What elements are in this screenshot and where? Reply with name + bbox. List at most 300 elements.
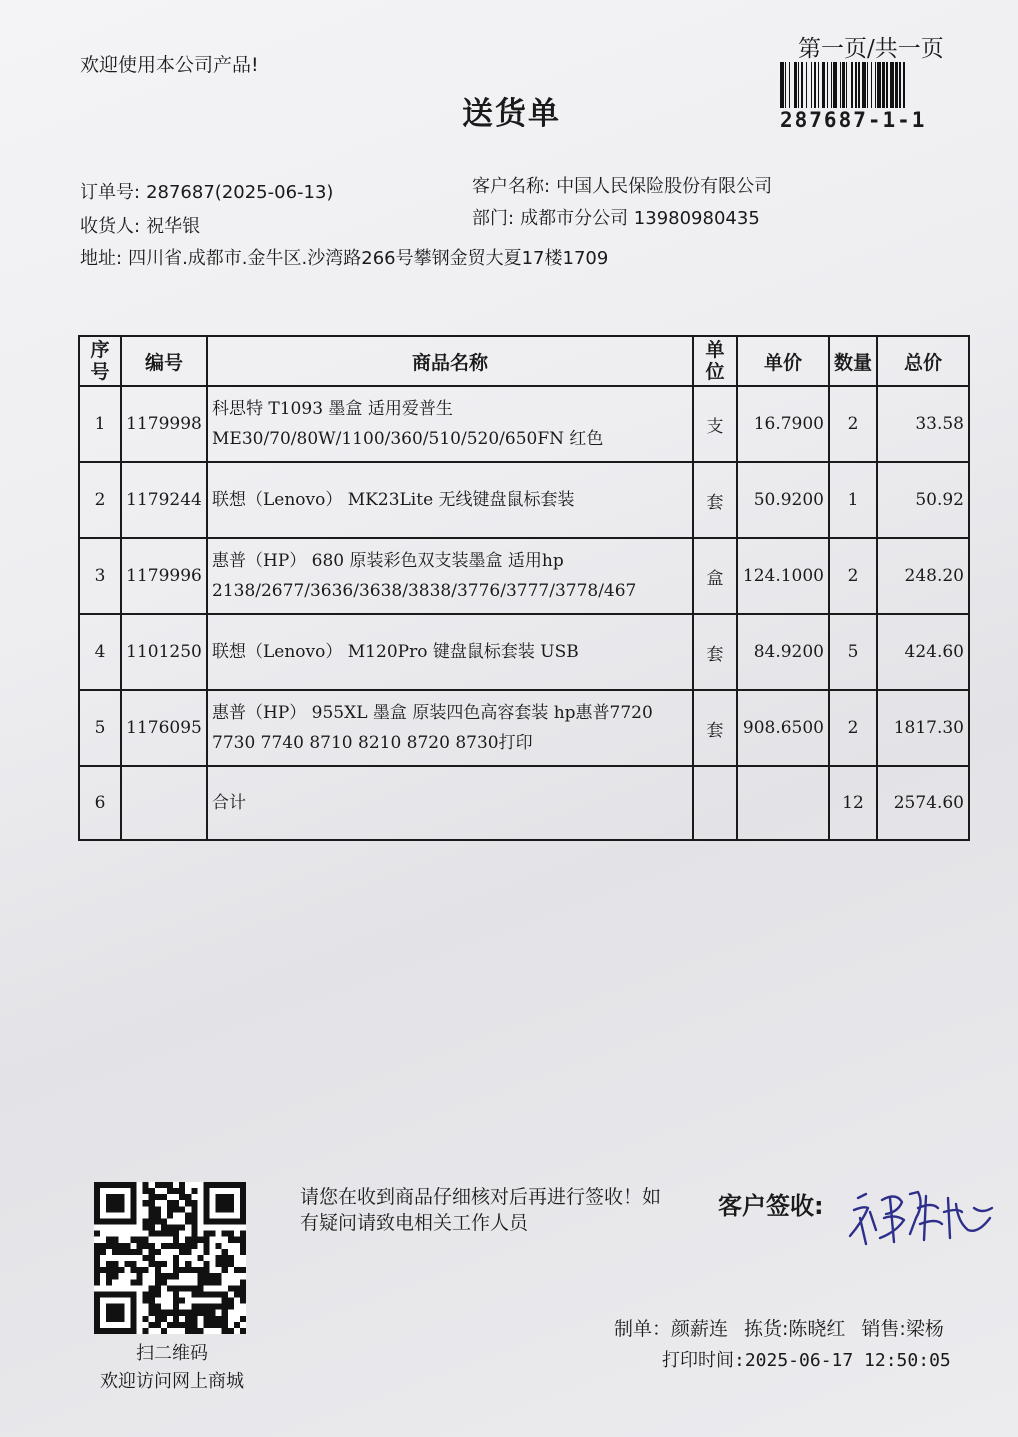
total-qty: 12 <box>829 766 877 840</box>
qr-module <box>216 1261 222 1267</box>
qr-module <box>191 1285 197 1291</box>
welcome-text: 欢迎使用本公司产品! <box>80 54 259 76</box>
qr-module <box>149 1200 155 1206</box>
qr-module <box>179 1225 185 1231</box>
qr-module <box>155 1206 161 1212</box>
print-time: 打印时间:2025-06-17 12:50:05 <box>662 1350 951 1371</box>
cell-code <box>121 766 207 840</box>
qr-module <box>124 1261 130 1267</box>
qr-module <box>210 1304 216 1310</box>
qr-module <box>130 1249 136 1255</box>
qr-module <box>222 1291 228 1297</box>
qr-module <box>191 1322 197 1328</box>
cell-price: 50.9200 <box>737 462 829 538</box>
qr-module <box>155 1273 161 1279</box>
qr-module <box>167 1231 173 1237</box>
qr-module <box>94 1267 100 1273</box>
qr-module <box>149 1218 155 1224</box>
qr-module <box>203 1267 209 1273</box>
cell-seq: 6 <box>79 766 121 840</box>
qr-module <box>143 1225 149 1231</box>
qr-module <box>112 1267 118 1273</box>
qr-module <box>191 1316 197 1322</box>
sales: 销售:梁杨 <box>861 1318 944 1340</box>
qr-module <box>234 1322 240 1328</box>
inspection-notice: 请您在收到商品仔细核对后再进行签收！如有疑问请致电相关工作人员 <box>300 1186 662 1234</box>
table-row <box>79 614 969 690</box>
table-row <box>79 462 969 538</box>
barcode-icon <box>780 62 958 108</box>
qr-module <box>203 1237 209 1243</box>
qr-module <box>197 1304 203 1310</box>
qr-module <box>179 1206 185 1212</box>
qr-module <box>203 1279 209 1285</box>
cell-price: 124.1000 <box>737 538 829 614</box>
qr-module <box>143 1218 149 1224</box>
qr-module <box>137 1273 143 1279</box>
cell-code: 1176095 <box>121 690 207 766</box>
qr-module <box>155 1291 161 1297</box>
qr-module <box>191 1243 197 1249</box>
qr-module <box>173 1273 179 1279</box>
qr-module <box>191 1267 197 1273</box>
qr-module <box>240 1231 246 1237</box>
qr-module <box>155 1231 161 1237</box>
address-label: 地址: <box>80 248 123 269</box>
order-number-field <box>80 178 333 204</box>
qr-module <box>222 1316 228 1322</box>
qr-module <box>185 1322 191 1328</box>
qr-module <box>185 1285 191 1291</box>
qr-module <box>143 1243 149 1249</box>
qr-module <box>240 1249 246 1255</box>
qr-module <box>130 1267 136 1273</box>
qr-module <box>167 1200 173 1206</box>
qr-module <box>173 1243 179 1249</box>
qr-module <box>179 1267 185 1273</box>
cell-unit: 套 <box>693 462 737 538</box>
qr-module <box>94 1255 100 1261</box>
receiver-label: 收货人: <box>80 216 141 237</box>
qr-module <box>137 1279 143 1285</box>
qr-module <box>240 1291 246 1297</box>
qr-module <box>155 1322 161 1328</box>
qr-module <box>191 1225 197 1231</box>
picker: 拣货:陈晓红 <box>744 1318 846 1340</box>
qr-module <box>203 1322 209 1328</box>
qr-module <box>173 1188 179 1194</box>
header-code: 编号 <box>121 336 207 386</box>
header-name: 商品名称 <box>207 336 693 386</box>
qr-module <box>185 1237 191 1243</box>
qr-module <box>155 1310 161 1316</box>
table-row <box>79 386 969 462</box>
cell-seq: 4 <box>79 614 121 690</box>
qr-caption-line2: 欢迎访问网上商城 <box>100 1371 244 1392</box>
qr-module <box>155 1304 161 1310</box>
qr-module <box>240 1267 246 1273</box>
staff-info <box>614 1314 944 1341</box>
qr-module <box>143 1291 149 1297</box>
qr-module <box>149 1249 155 1255</box>
qr-module <box>106 1279 112 1285</box>
cell-qty: 1 <box>829 462 877 538</box>
items-table <box>78 335 970 841</box>
qr-module <box>118 1267 124 1273</box>
qr-module <box>216 1291 222 1297</box>
qr-module <box>155 1249 161 1255</box>
barcode-number: 287687-1-1 <box>780 108 927 132</box>
qr-module <box>130 1237 136 1243</box>
qr-module <box>143 1188 149 1194</box>
qr-module <box>173 1237 179 1243</box>
table-total-row <box>79 766 969 840</box>
qr-module <box>203 1291 209 1297</box>
cell-unit: 套 <box>693 614 737 690</box>
qr-module <box>210 1291 216 1297</box>
qr-module <box>185 1200 191 1206</box>
customer-sign-label: 客户签收: <box>718 1192 824 1220</box>
qr-module <box>191 1200 197 1206</box>
qr-module <box>149 1255 155 1261</box>
cell-name: 惠普（HP） 680 原装彩色双支装墨盒 适用hp 2138/2677/3636/3638/3838/3776/3777/3778/467 <box>207 538 693 614</box>
qr-module <box>179 1310 185 1316</box>
qr-module <box>203 1310 209 1316</box>
qr-module <box>185 1218 191 1224</box>
qr-module <box>167 1212 173 1218</box>
order-number-value: 287687(2025-06-13) <box>146 182 334 203</box>
handwritten-signature <box>840 1178 1000 1250</box>
qr-module <box>149 1261 155 1267</box>
qr-module <box>210 1322 216 1328</box>
qr-module <box>173 1206 179 1212</box>
qr-module <box>167 1273 173 1279</box>
qr-module <box>203 1231 209 1237</box>
qr-module <box>173 1285 179 1291</box>
order-number-label: 订单号: <box>80 182 141 203</box>
qr-module <box>149 1188 155 1194</box>
cell-price: 16.7900 <box>737 386 829 462</box>
qr-module <box>161 1310 167 1316</box>
qr-finder-module <box>216 1194 234 1212</box>
qr-module <box>179 1188 185 1194</box>
qr-module <box>197 1273 203 1279</box>
qr-module <box>149 1212 155 1218</box>
qr-module <box>197 1328 203 1334</box>
receiver-field <box>80 212 200 238</box>
qr-module <box>124 1249 130 1255</box>
qr-module <box>149 1285 155 1291</box>
qr-module <box>222 1328 228 1334</box>
qr-module <box>130 1279 136 1285</box>
qr-module <box>197 1279 203 1285</box>
qr-module <box>228 1261 234 1267</box>
cell-price <box>737 766 829 840</box>
cell-seq: 2 <box>79 462 121 538</box>
qr-module <box>112 1243 118 1249</box>
qr-finder-module <box>106 1194 124 1212</box>
cell-qty: 2 <box>829 386 877 462</box>
qr-module <box>149 1322 155 1328</box>
qr-module <box>197 1255 203 1261</box>
qr-module <box>149 1225 155 1231</box>
qr-module <box>155 1218 161 1224</box>
qr-module <box>179 1285 185 1291</box>
cell-code: 1179244 <box>121 462 207 538</box>
qr-module <box>234 1267 240 1273</box>
qr-module <box>155 1316 161 1322</box>
qr-module <box>161 1218 167 1224</box>
qr-module <box>216 1243 222 1249</box>
header-qty: 数量 <box>829 336 877 386</box>
qr-module <box>143 1316 149 1322</box>
qr-module <box>173 1231 179 1237</box>
cell-total: 1817.30 <box>877 690 969 766</box>
cell-code: 1179998 <box>121 386 207 462</box>
qr-module <box>149 1304 155 1310</box>
department-value: 成都市分公司 13980980435 <box>520 208 760 229</box>
cell-qty: 2 <box>829 538 877 614</box>
cell-unit: 盒 <box>693 538 737 614</box>
qr-module <box>185 1243 191 1249</box>
qr-module <box>197 1310 203 1316</box>
qr-module <box>161 1328 167 1334</box>
qr-module <box>94 1279 100 1285</box>
qr-module <box>173 1200 179 1206</box>
qr-module <box>112 1273 118 1279</box>
qr-module <box>167 1285 173 1291</box>
address-field <box>80 244 608 270</box>
qr-module <box>161 1225 167 1231</box>
header-seq: 序 号 <box>79 336 121 386</box>
qr-module <box>143 1182 149 1188</box>
cell-total: 33.58 <box>877 386 969 462</box>
qr-module <box>161 1279 167 1285</box>
qr-module <box>185 1310 191 1316</box>
qr-module <box>203 1243 209 1249</box>
qr-module <box>143 1237 149 1243</box>
qr-module <box>155 1261 161 1267</box>
cell-total: 424.60 <box>877 614 969 690</box>
cell-qty: 2 <box>829 690 877 766</box>
qr-module <box>222 1267 228 1273</box>
cell-unit: 套 <box>693 690 737 766</box>
qr-module <box>240 1237 246 1243</box>
qr-module <box>216 1304 222 1310</box>
qr-module <box>161 1273 167 1279</box>
qr-module <box>100 1267 106 1273</box>
qr-module <box>137 1243 143 1249</box>
qr-module <box>179 1194 185 1200</box>
qr-module <box>137 1249 143 1255</box>
qr-module <box>149 1194 155 1200</box>
qr-module <box>203 1273 209 1279</box>
qr-module <box>155 1279 161 1285</box>
qr-module <box>94 1243 100 1249</box>
qr-finder-module <box>106 1304 124 1322</box>
qr-module <box>155 1285 161 1291</box>
cell-name: 惠普（HP） 955XL 墨盒 原装四色高容套装 hp惠普7720 7730 7740 8710 8210 8720 8730打印 <box>207 690 693 766</box>
table-row <box>79 690 969 766</box>
table-row <box>79 538 969 614</box>
qr-module <box>155 1194 161 1200</box>
qr-module <box>94 1249 100 1255</box>
qr-module <box>228 1285 234 1291</box>
qr-module <box>222 1322 228 1328</box>
qr-module <box>161 1261 167 1267</box>
qr-module <box>228 1328 234 1334</box>
qr-module <box>222 1249 228 1255</box>
qr-module <box>222 1310 228 1316</box>
qr-module <box>161 1316 167 1322</box>
qr-module <box>173 1225 179 1231</box>
customer-field <box>472 172 772 198</box>
qr-module <box>222 1304 228 1310</box>
qr-module <box>185 1212 191 1218</box>
qr-module <box>234 1285 240 1291</box>
cell-unit <box>693 766 737 840</box>
qr-module <box>228 1237 234 1243</box>
qr-module <box>191 1304 197 1310</box>
qr-module <box>234 1291 240 1297</box>
total-label: 合计 <box>207 766 693 840</box>
maker: 制单：颜薪连 <box>614 1318 729 1340</box>
qr-module <box>228 1255 234 1261</box>
qr-module <box>210 1273 216 1279</box>
qr-module <box>191 1212 197 1218</box>
qr-module <box>149 1243 155 1249</box>
qr-module <box>191 1206 197 1212</box>
qr-module <box>94 1273 100 1279</box>
qr-module <box>240 1298 246 1304</box>
qr-module <box>210 1231 216 1237</box>
qr-module <box>191 1328 197 1334</box>
cell-total: 248.20 <box>877 538 969 614</box>
total-amount: 2574.60 <box>877 766 969 840</box>
table-header-row <box>79 336 969 386</box>
qr-module <box>106 1237 112 1243</box>
qr-module <box>149 1206 155 1212</box>
qr-module <box>179 1298 185 1304</box>
qr-module <box>94 1231 100 1237</box>
qr-module <box>130 1261 136 1267</box>
qr-module <box>167 1310 173 1316</box>
qr-module <box>143 1298 149 1304</box>
qr-module <box>185 1261 191 1267</box>
qr-module <box>203 1261 209 1267</box>
qr-module <box>173 1261 179 1267</box>
qr-module <box>240 1279 246 1285</box>
qr-module <box>185 1328 191 1334</box>
cell-code: 1101250 <box>121 614 207 690</box>
qr-module <box>106 1267 112 1273</box>
qr-caption-line1: 扫二维码 <box>136 1343 208 1364</box>
qr-module <box>240 1316 246 1322</box>
qr-module <box>240 1243 246 1249</box>
qr-module <box>216 1322 222 1328</box>
qr-module <box>100 1243 106 1249</box>
qr-module <box>191 1291 197 1297</box>
qr-module <box>149 1291 155 1297</box>
qr-module <box>173 1291 179 1297</box>
cell-seq: 1 <box>79 386 121 462</box>
qr-code-icon <box>94 1182 246 1334</box>
qr-module <box>185 1249 191 1255</box>
cell-code: 1179996 <box>121 538 207 614</box>
qr-module <box>191 1237 197 1243</box>
qr-module <box>118 1243 124 1249</box>
qr-module <box>137 1267 143 1273</box>
qr-module <box>124 1243 130 1249</box>
qr-module <box>173 1316 179 1322</box>
header-unit: 单 位 <box>693 336 737 386</box>
qr-module <box>161 1182 167 1188</box>
qr-module <box>143 1267 149 1273</box>
qr-module <box>240 1285 246 1291</box>
qr-module <box>222 1231 228 1237</box>
customer-label: 客户名称: <box>472 176 551 197</box>
cell-seq: 5 <box>79 690 121 766</box>
qr-module <box>161 1243 167 1249</box>
qr-module <box>216 1273 222 1279</box>
qr-module <box>197 1267 203 1273</box>
qr-module <box>112 1249 118 1255</box>
qr-module <box>179 1182 185 1188</box>
qr-module <box>155 1212 161 1218</box>
header-total: 总价 <box>877 336 969 386</box>
qr-module <box>167 1243 173 1249</box>
cell-price: 908.6500 <box>737 690 829 766</box>
qr-module <box>228 1298 234 1304</box>
qr-module <box>185 1316 191 1322</box>
qr-module <box>118 1249 124 1255</box>
qr-module <box>191 1218 197 1224</box>
qr-module <box>185 1194 191 1200</box>
qr-module <box>167 1188 173 1194</box>
department-field <box>472 204 760 230</box>
qr-module <box>149 1231 155 1237</box>
qr-module <box>112 1261 118 1267</box>
qr-module <box>100 1249 106 1255</box>
qr-module <box>94 1261 100 1267</box>
cell-total: 50.92 <box>877 462 969 538</box>
qr-module <box>197 1285 203 1291</box>
address-value: 四川省.成都市.金牛区.沙湾路266号攀钢金贸大夏17楼1709 <box>128 248 609 269</box>
receiver-value: 祝华银 <box>146 216 201 237</box>
qr-module <box>222 1298 228 1304</box>
cell-unit: 支 <box>693 386 737 462</box>
qr-module <box>210 1310 216 1316</box>
qr-module <box>222 1255 228 1261</box>
qr-module <box>173 1310 179 1316</box>
qr-module <box>167 1206 173 1212</box>
qr-module <box>228 1304 234 1310</box>
qr-module <box>173 1304 179 1310</box>
qr-module <box>167 1182 173 1188</box>
cell-qty: 5 <box>829 614 877 690</box>
qr-module <box>179 1243 185 1249</box>
header-price: 单价 <box>737 336 829 386</box>
qr-module <box>161 1194 167 1200</box>
document-title: 送货单 <box>462 96 561 132</box>
qr-module <box>179 1322 185 1328</box>
qr-module <box>143 1328 149 1334</box>
qr-module <box>216 1255 222 1261</box>
qr-module <box>228 1231 234 1237</box>
qr-module <box>137 1237 143 1243</box>
qr-module <box>143 1255 149 1261</box>
cell-name: 联想（Lenovo） MK23Lite 无线键盘鼠标套装 <box>207 462 693 538</box>
